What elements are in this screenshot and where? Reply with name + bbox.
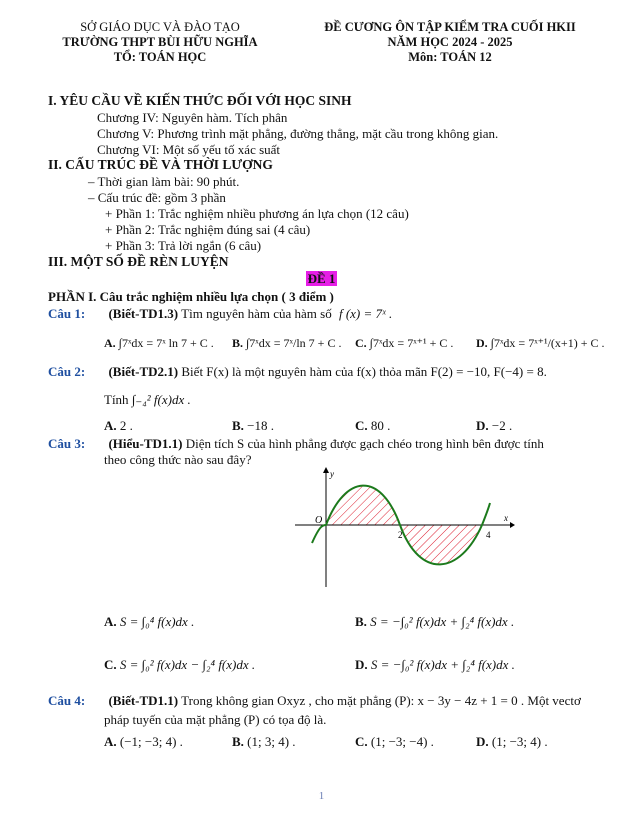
question-3 — [48, 436, 544, 452]
question-4-line2: pháp tuyến của mặt phẳng (P) có tọa độ là. — [104, 712, 327, 727]
section2-item: + Phần 2: Trắc nghiệm đúng sai (4 câu) — [105, 222, 311, 237]
question-tag: (Biết-TD1.1) — [108, 693, 179, 708]
question-text: Biết F(x) là một nguyên hàm của f(x) thỏa mãn F(2) = −10, F(−4) = 8. — [181, 364, 547, 379]
question-tag: (Biết-TD2.1) — [108, 364, 179, 379]
answer-option[interactable]: A. S = ∫₀⁴ f(x)dx . — [104, 614, 195, 629]
page-number: 1 — [318, 790, 325, 802]
section2-item: – Thời gian làm bài: 90 phút. — [88, 174, 240, 189]
part1-title: PHẦN I. Câu trắc nghiệm nhiều lựa chọn ( 3 điểm ) — [48, 289, 334, 304]
answer-option[interactable]: D. S = −∫₀² f(x)dx + ∫₂⁴ f(x)dx . — [355, 657, 515, 672]
header-left — [40, 20, 280, 65]
answer-option[interactable]: D. ∫7ˣdx = 7ˣ⁺¹/(x+1) + C . — [476, 336, 605, 350]
question-text: Trong không gian Oxyz , cho mặt phẳng (P): x − 3y − 4z + 1 = 0 . Một vectơ — [181, 693, 581, 708]
section1-item: Chương V: Phương trình mặt phẳng, đường thẳng, mặt cầu trong không gian. — [97, 126, 499, 141]
answer-option[interactable]: B. (1; 3; 4) . — [232, 734, 296, 749]
answer-option[interactable]: A. ∫7ˣdx = 7ˣ ln 7 + C . — [104, 336, 214, 350]
answer-option[interactable]: C. S = ∫₀² f(x)dx − ∫₂⁴ f(x)dx . — [104, 657, 256, 672]
answer-option[interactable]: A. 2 . — [104, 418, 133, 433]
question-func: f (x) = 7ˣ . — [338, 306, 393, 321]
header-school: TRƯỜNG THPT BÙI HỮU NGHĨA — [62, 35, 258, 49]
section1-title: I. YÊU CẦU VỀ KIẾN THỨC ĐỐI VỚI HỌC SINH — [48, 93, 352, 108]
section2-item: + Phần 1: Trắc nghiệm nhiều phương án lựa chọn (12 câu) — [105, 206, 409, 221]
answer-option[interactable]: A. (−1; −3; 4) . — [104, 734, 183, 749]
question-2-line2: Tính ∫₋₄² f(x)dx . — [104, 392, 191, 407]
header-right — [300, 20, 600, 65]
header-subject: Môn: TOÁN 12 — [408, 50, 492, 64]
answer-option[interactable]: C. (1; −3; −4) . — [355, 734, 434, 749]
question-integral: ∫₋₄² f(x)dx . — [131, 392, 191, 407]
question-tag: (Biết-TD1.3) — [108, 306, 179, 321]
question-text: Diện tích S của hình phẳng được gạch chéo trong hình bên được tính — [185, 436, 544, 451]
section3-title: III. MỘT SỐ ĐỀ RÈN LUYỆN — [48, 254, 229, 269]
question-label: Câu 2: — [48, 364, 86, 379]
answer-option[interactable]: D. (1; −3; 4) . — [476, 734, 548, 749]
question-label: Câu 1: — [48, 306, 86, 321]
de-label-row — [0, 271, 643, 287]
y-axis-label: y — [330, 469, 334, 479]
origin-label: O — [315, 515, 323, 526]
y-axis-arrow — [323, 467, 329, 473]
question-1 — [48, 306, 392, 322]
header-dept: SỞ GIÁO DỤC VÀ ĐÀO TẠO — [80, 20, 240, 34]
header-doc-title: ĐỀ CƯƠNG ÔN TẬP KIỂM TRA CUỐI HKII — [324, 20, 576, 34]
question-label: Câu 4: — [48, 693, 86, 708]
section2-item: – Cấu trúc đề: gồm 3 phần — [88, 190, 226, 205]
shaded-region-positive — [326, 486, 400, 525]
section1-item: Chương VI: Một số yếu tố xác suất — [97, 142, 281, 157]
x-axis-arrow — [510, 522, 515, 528]
question-tag: (Hiểu-TD1.1) — [108, 436, 183, 451]
section1-item: Chương IV: Nguyên hàm. Tích phân — [97, 110, 288, 125]
header-team: TỔ: TOÁN HỌC — [113, 50, 207, 64]
question-text: Tìm nguyên hàm của hàm số — [181, 306, 332, 321]
tick-label: 2 — [398, 530, 403, 540]
answer-option[interactable]: B. −18 . — [232, 418, 275, 433]
answer-option[interactable]: C. 80 . — [355, 418, 391, 433]
question-3-line2: theo công thức nào sau đây? — [104, 452, 252, 467]
question-2 — [48, 364, 547, 380]
question-label: Câu 3: — [48, 436, 86, 451]
header-year: NĂM HỌC 2024 - 2025 — [387, 35, 513, 49]
section2-item: + Phần 3: Trả lời ngắn (6 câu) — [105, 238, 262, 253]
answer-option[interactable]: C. ∫7ˣdx = 7ˣ⁺¹ + C . — [355, 336, 454, 350]
area-graph — [290, 465, 515, 590]
tick-label: 4 — [486, 530, 491, 540]
question-4 — [48, 693, 581, 709]
answer-option[interactable]: D. −2 . — [476, 418, 513, 433]
x-axis-label: x — [504, 513, 508, 523]
answer-option[interactable]: B. S = −∫₀² f(x)dx + ∫₂⁴ f(x)dx . — [355, 614, 515, 629]
section2-title: II. CẤU TRÚC ĐỀ VÀ THỜI LƯỢNG — [48, 157, 273, 172]
answer-option[interactable]: B. ∫7ˣdx = 7ˣ/ln 7 + C . — [232, 336, 342, 350]
de-label: ĐỀ 1 — [307, 271, 336, 286]
